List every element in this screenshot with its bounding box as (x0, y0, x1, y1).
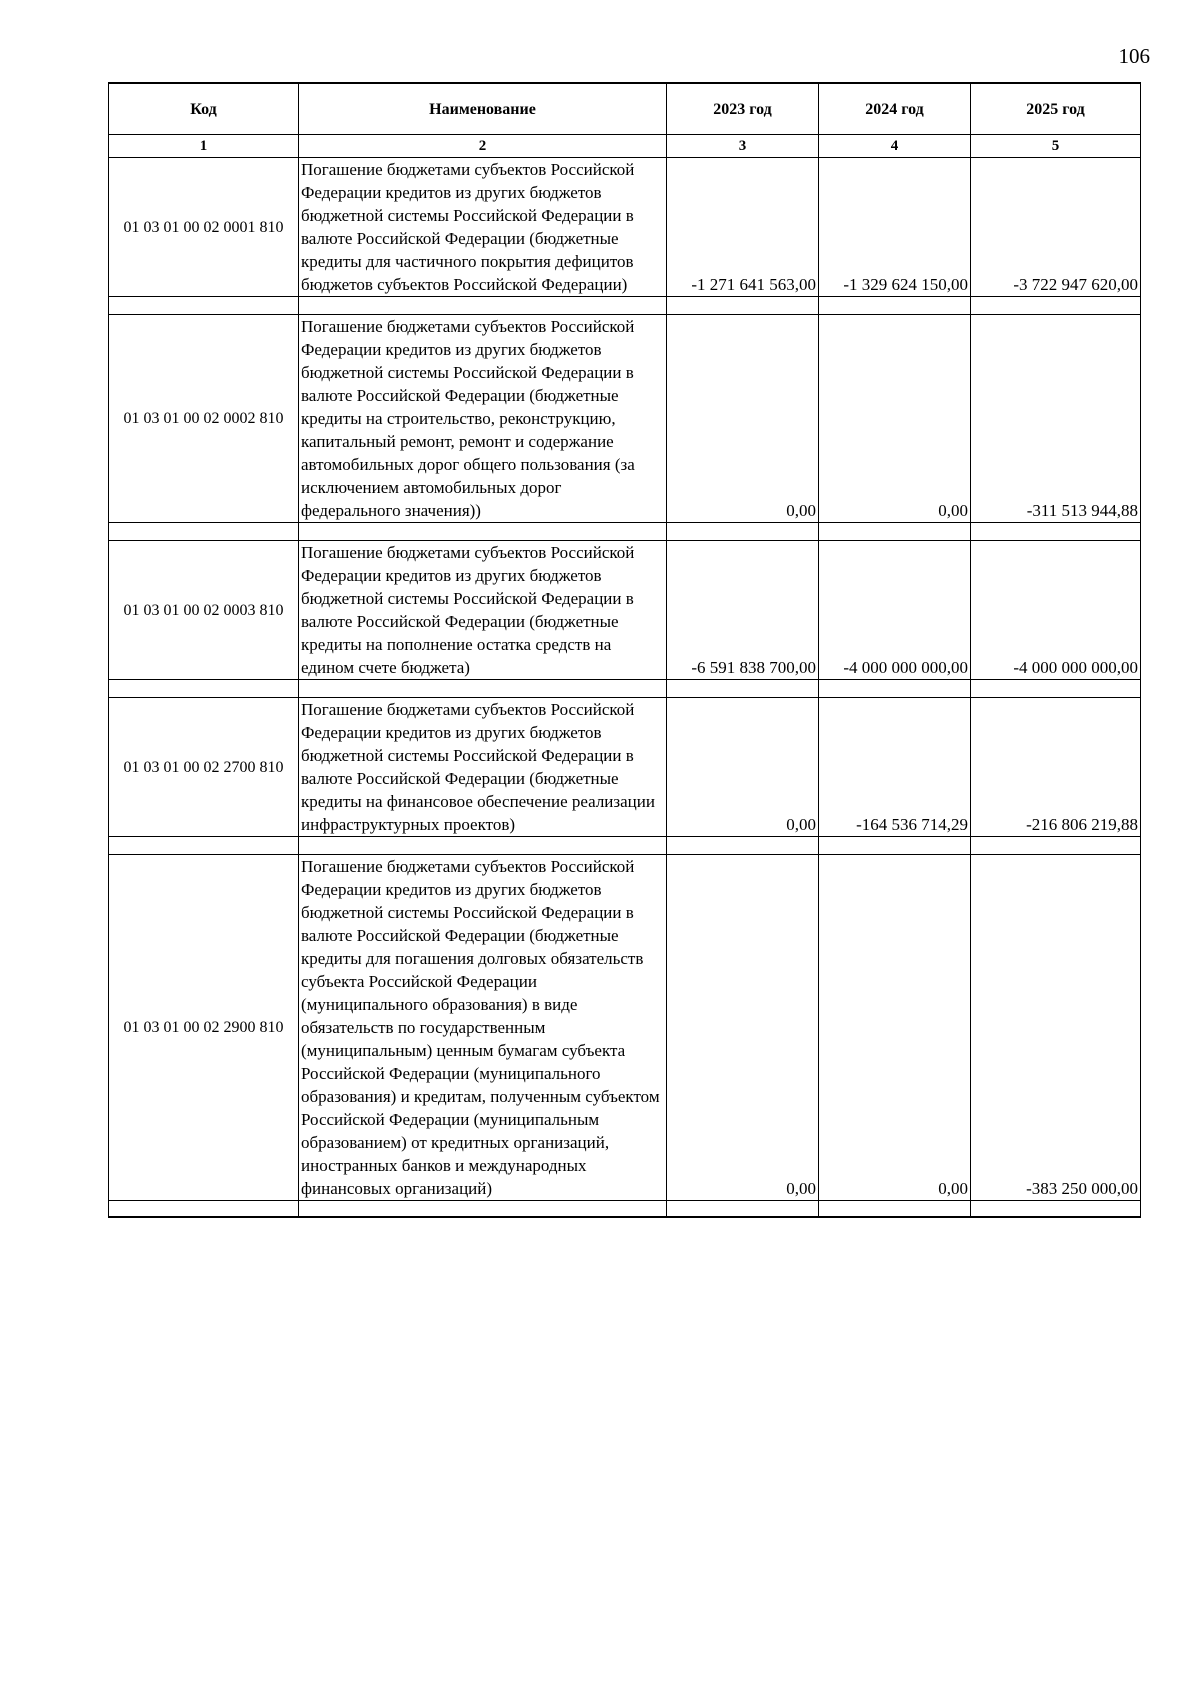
row-code: 01 03 01 00 02 0002 810 (109, 315, 299, 523)
table-row (109, 158, 1141, 297)
row-code: 01 03 01 00 02 0003 810 (109, 541, 299, 680)
row-amount-2024: -4 000 000 000,00 (819, 541, 971, 680)
row-amount-2024: 0,00 (819, 855, 971, 1201)
row-name: Погашение бюджетами субъектов Российской Федерации кредитов из других бюджетов бюджетной системы Российской Федерации в валюте Российской Федерации (бюджетные кредиты на пополнение остатка средств на едином счете бюджета) (299, 541, 667, 680)
row-amount-2025: -216 806 219,88 (971, 698, 1141, 837)
row-name: Погашение бюджетами субъектов Российской Федерации кредитов из других бюджетов бюджетной системы Российской Федерации в валюте Российской Федерации (бюджетные кредиты на строительство, реконструкцию, капитальный ремонт, ремонт и содержание автомобильных дорог общего пользования (за исключением автомобильных дорог федерального значения)) (299, 315, 667, 523)
row-name: Погашение бюджетами субъектов Российской Федерации кредитов из других бюджетов бюджетной системы Российской Федерации в валюте Российской Федерации (бюджетные кредиты для частичного покрытия дефицитов бюджетов субъектов Российской Федерации) (299, 158, 667, 297)
spacer-row (109, 837, 1141, 855)
column-header-2025: 2025 год (971, 83, 1141, 135)
budget-sources-table (108, 82, 1141, 1218)
row-amount-2024: 0,00 (819, 315, 971, 523)
column-number-row (109, 135, 1141, 158)
spacer-row (109, 1201, 1141, 1218)
column-number: 5 (971, 135, 1141, 158)
row-amount-2023: 0,00 (667, 698, 819, 837)
row-amount-2023: -6 591 838 700,00 (667, 541, 819, 680)
table-row (109, 315, 1141, 523)
row-name: Погашение бюджетами субъектов Российской Федерации кредитов из других бюджетов бюджетной системы Российской Федерации в валюте Российской Федерации (бюджетные кредиты на финансовое обеспечение реализации инфраструктурных проектов) (299, 698, 667, 837)
column-header-name: Наименование (299, 83, 667, 135)
page-number: 106 (1118, 44, 1150, 68)
row-amount-2025: -3 722 947 620,00 (971, 158, 1141, 297)
row-amount-2023: 0,00 (667, 315, 819, 523)
column-number: 3 (667, 135, 819, 158)
table-row (109, 541, 1141, 680)
column-header-code: Код (109, 83, 299, 135)
column-number: 2 (299, 135, 667, 158)
row-amount-2024: -164 536 714,29 (819, 698, 971, 837)
table-row (109, 855, 1141, 1201)
row-amount-2024: -1 329 624 150,00 (819, 158, 971, 297)
column-number: 4 (819, 135, 971, 158)
table-row (109, 698, 1141, 837)
table-header-row (109, 83, 1141, 135)
row-code: 01 03 01 00 02 2900 810 (109, 855, 299, 1201)
row-code: 01 03 01 00 02 2700 810 (109, 698, 299, 837)
row-name: Погашение бюджетами субъектов Российской Федерации кредитов из других бюджетов бюджетной системы Российской Федерации в валюте Российской Федерации (бюджетные кредиты для погашения долговых обязательств субъекта Российской Федерации (муниципального образования) в виде обязательств по государственным (муниципальным) ценным бумагам субъекта Российской Федерации (муниципального образования) и кредитам, полученным субъектом Российской Федерации (муниципальным образованием) от кредитных организаций, иностранных банков и международных финансовых организаций) (299, 855, 667, 1201)
row-amount-2023: 0,00 (667, 855, 819, 1201)
row-code: 01 03 01 00 02 0001 810 (109, 158, 299, 297)
row-amount-2025: -383 250 000,00 (971, 855, 1141, 1201)
column-header-2023: 2023 год (667, 83, 819, 135)
row-amount-2023: -1 271 641 563,00 (667, 158, 819, 297)
row-amount-2025: -311 513 944,88 (971, 315, 1141, 523)
spacer-row (109, 680, 1141, 698)
column-number: 1 (109, 135, 299, 158)
spacer-row (109, 297, 1141, 315)
column-header-2024: 2024 год (819, 83, 971, 135)
row-amount-2025: -4 000 000 000,00 (971, 541, 1141, 680)
spacer-row (109, 523, 1141, 541)
